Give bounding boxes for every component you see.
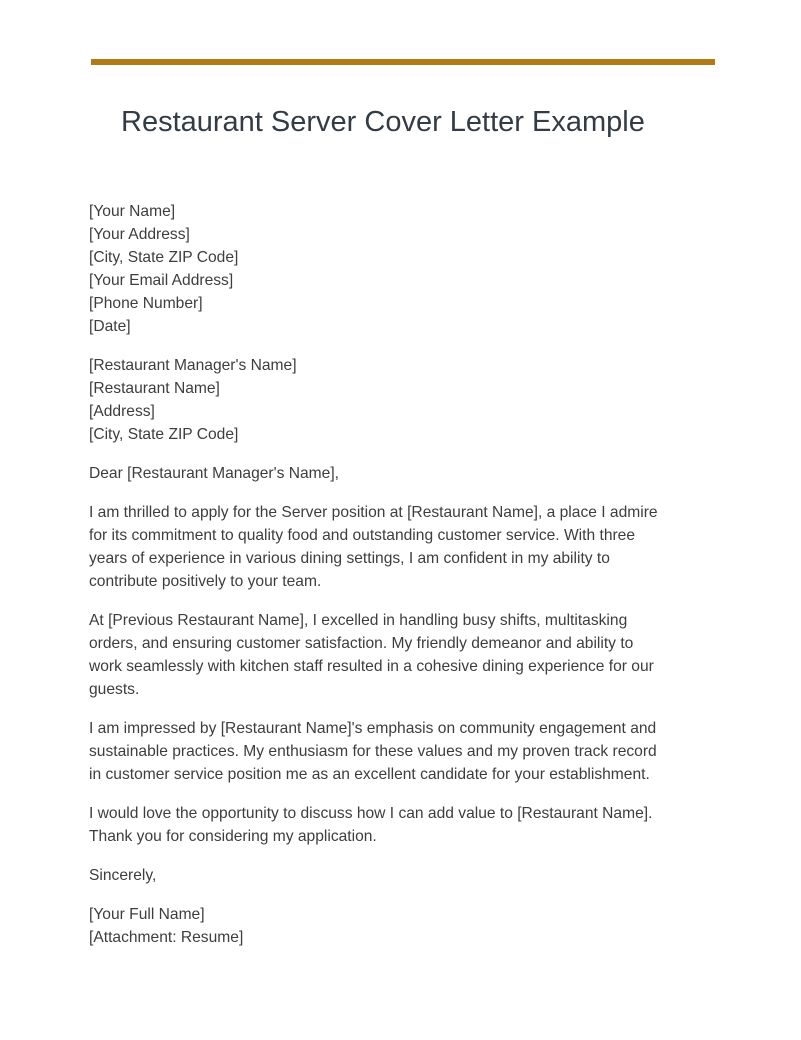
sender-phone: [Phone Number]	[89, 295, 203, 312]
salutation-text: Dear [Restaurant Manager's Name],	[89, 465, 339, 482]
signature-block	[89, 903, 689, 949]
paragraph-line: guests.	[89, 681, 140, 698]
letter-date: [Date]	[89, 318, 131, 335]
recipient-address-block	[89, 354, 689, 446]
paragraph-line: I would love the opportunity to discuss how I can add value to [Restaurant Name].	[89, 805, 653, 822]
page-title: Restaurant Server Cover Letter Example	[121, 106, 645, 138]
signature-name: [Your Full Name]	[89, 906, 205, 923]
body-paragraph-closing	[89, 802, 689, 848]
paragraph-line: years of experience in various dining settings, I am confident in my ability to	[89, 550, 610, 567]
sender-city-state-zip: [City, State ZIP Code]	[89, 249, 239, 266]
recipient-city-state-zip: [City, State ZIP Code]	[89, 426, 239, 443]
paragraph-line: work seamlessly with kitchen staff resulted in a cohesive dining experience for our	[89, 658, 654, 675]
body-paragraph-intro	[89, 501, 689, 593]
closing	[89, 864, 689, 887]
sender-address: [Your Address]	[89, 226, 190, 243]
letter-body	[89, 200, 689, 965]
header-accent-rule	[91, 59, 715, 65]
paragraph-line: I am thrilled to apply for the Server position at [Restaurant Name], a place I admire	[89, 504, 658, 521]
paragraph-line: I am impressed by [Restaurant Name]'s emphasis on community engagement and	[89, 720, 657, 737]
sender-name: [Your Name]	[89, 203, 176, 220]
salutation	[89, 462, 689, 485]
paragraph-line: Thank you for considering my application.	[89, 828, 377, 845]
body-paragraph-experience	[89, 609, 689, 701]
recipient-restaurant: [Restaurant Name]	[89, 380, 220, 397]
paragraph-line: contribute positively to your team.	[89, 573, 322, 590]
recipient-name: [Restaurant Manager's Name]	[89, 357, 297, 374]
paragraph-line: in customer service position me as an excellent candidate for your establishment.	[89, 766, 650, 783]
paragraph-line: for its commitment to quality food and outstanding customer service. With three	[89, 527, 636, 544]
closing-text: Sincerely,	[89, 867, 157, 884]
recipient-address: [Address]	[89, 403, 155, 420]
sender-address-block	[89, 200, 689, 338]
body-paragraph-values	[89, 717, 689, 786]
paragraph-line: sustainable practices. My enthusiasm for these values and my proven track record	[89, 743, 657, 760]
paragraph-line: orders, and ensuring customer satisfaction. My friendly demeanor and ability to	[89, 635, 634, 652]
paragraph-line: At [Previous Restaurant Name], I excelled in handling busy shifts, multitasking	[89, 612, 628, 629]
sender-email: [Your Email Address]	[89, 272, 234, 289]
attachment-note: [Attachment: Resume]	[89, 929, 244, 946]
